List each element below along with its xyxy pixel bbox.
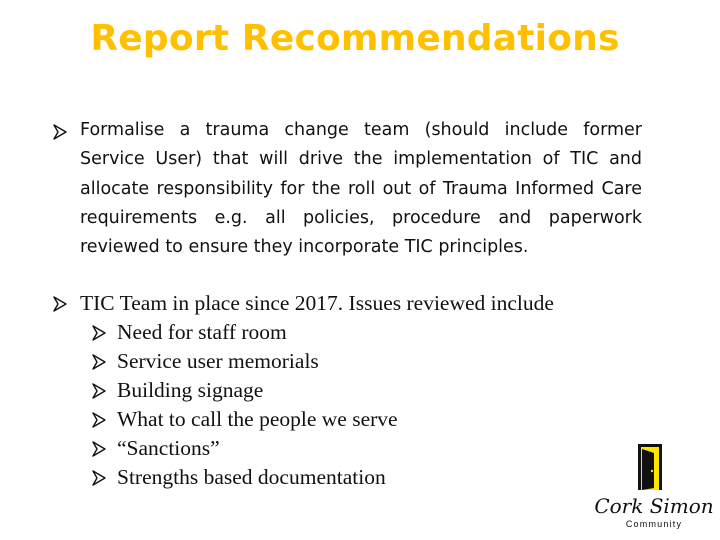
list-item: Strengths based documentation [117, 465, 386, 489]
arrow-bullet-icon [91, 470, 107, 486]
arrow-bullet-icon [91, 441, 107, 457]
logo-tagline: Community [625, 519, 683, 529]
list-item: Building signage [117, 378, 264, 402]
arrow-bullet-icon [91, 412, 107, 428]
arrow-bullet-icon [91, 325, 107, 341]
arrow-bullet-icon [91, 354, 107, 370]
arrow-bullet-icon [91, 383, 107, 399]
status-text: TIC Team in place since 2017. Issues reviewed include [80, 291, 554, 315]
list-item: What to call the people we serve [117, 407, 398, 431]
list-item: Need for staff room [117, 320, 287, 344]
cork-simon-logo [594, 444, 714, 530]
logo-name: Cork Simon [594, 494, 714, 518]
arrow-bullet-icon [52, 124, 68, 140]
slide-title: Report Recommendations [90, 18, 620, 59]
door-icon [594, 444, 714, 530]
recommendation-text: Formalise a trauma change team (should include former Service User) that will drive the implementation of TIC and allocate responsibility for the roll out of Trauma Informed Care requirements e.g. all policies, procedure and paperwork reviewed to ensure they incorporate TIC principles. [80, 120, 642, 258]
arrow-bullet-icon [52, 296, 68, 312]
list-item: Service user memorials [117, 349, 319, 373]
list-item: “Sanctions” [117, 436, 220, 460]
